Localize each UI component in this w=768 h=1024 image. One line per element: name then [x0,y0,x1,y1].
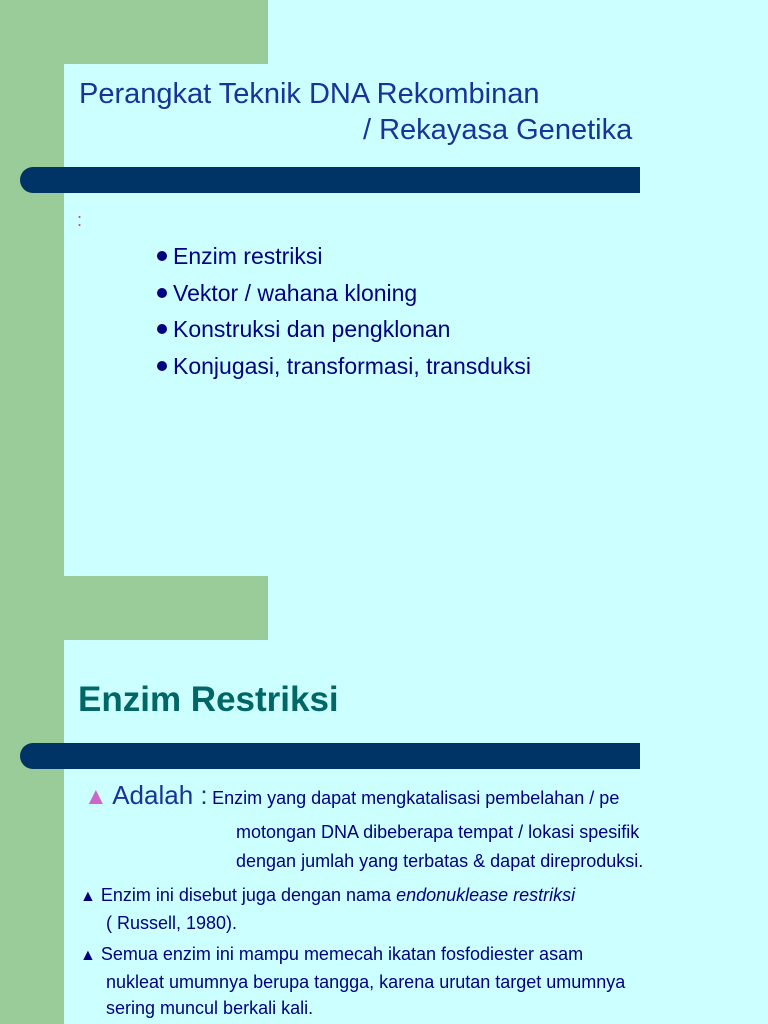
title-divider-bar [20,743,640,769]
list-item [157,348,531,385]
list-item [157,275,531,312]
bullet-list [157,238,531,384]
bullet-dot-icon [157,251,167,261]
definition-line-1: Enzim yang dapat mengkatalisasi pembelahan / pe [212,788,620,808]
bullet-dot-icon [157,324,167,334]
colon-marker: : [77,210,83,230]
sidebar-left-decoration [0,0,64,600]
paragraph-2-line-2: nukleat umumnya berupa tangga, karena urutan target umumnya [106,972,626,992]
list-item-text: Vektor / wahana kloning [173,279,418,306]
title-line-1: Perangkat Teknik DNA Rekombinan [79,78,540,110]
paragraph-2 [80,941,625,1021]
paragraph-1-italic: endonuklease restriksi [396,885,576,905]
list-item [157,311,531,348]
paragraph-2-line-3: sering muncul berkali kali. [106,998,314,1018]
triangle-up-icon: ▲ [80,888,96,905]
sidebar-left-decoration [0,600,64,1024]
title-divider-bar [20,167,640,193]
paragraph-1-text: Enzim ini disebut juga dengan nama [100,885,392,905]
list-item-text: Konjugasi, transformasi, transduksi [173,352,531,379]
slide-2-title: Enzim Restriksi [78,680,339,719]
paragraph-1 [80,882,575,936]
bullet-dot-icon [157,288,167,298]
sidebar-bottom-decoration [0,576,268,600]
list-item-text: Enzim restriksi [173,243,323,269]
bullet-dot-icon [157,361,167,371]
triangle-up-icon: ▲ [84,783,108,810]
definition-lead [84,780,619,811]
list-item-text: Konstruksi dan pengklonan [173,316,451,342]
paragraph-2-line-1: Semua enzim ini mampu memecah ikatan fosfodiester asam [100,944,584,964]
definition-line-2: motongan DNA dibeberapa tempat / lokasi spesifik [236,822,640,842]
triangle-up-icon: ▲ [80,947,96,964]
slide-1-title [79,76,632,148]
definition-line-3: dengan jumlah yang terbatas & dapat direproduksi. [236,851,644,871]
paragraph-1-citation: ( Russell, 1980). [106,913,238,933]
list-item [157,238,531,275]
definition-label: Adalah : [112,780,208,810]
title-line-2: / Rekayasa Genetika [363,114,633,146]
slide-2 [0,600,768,1024]
